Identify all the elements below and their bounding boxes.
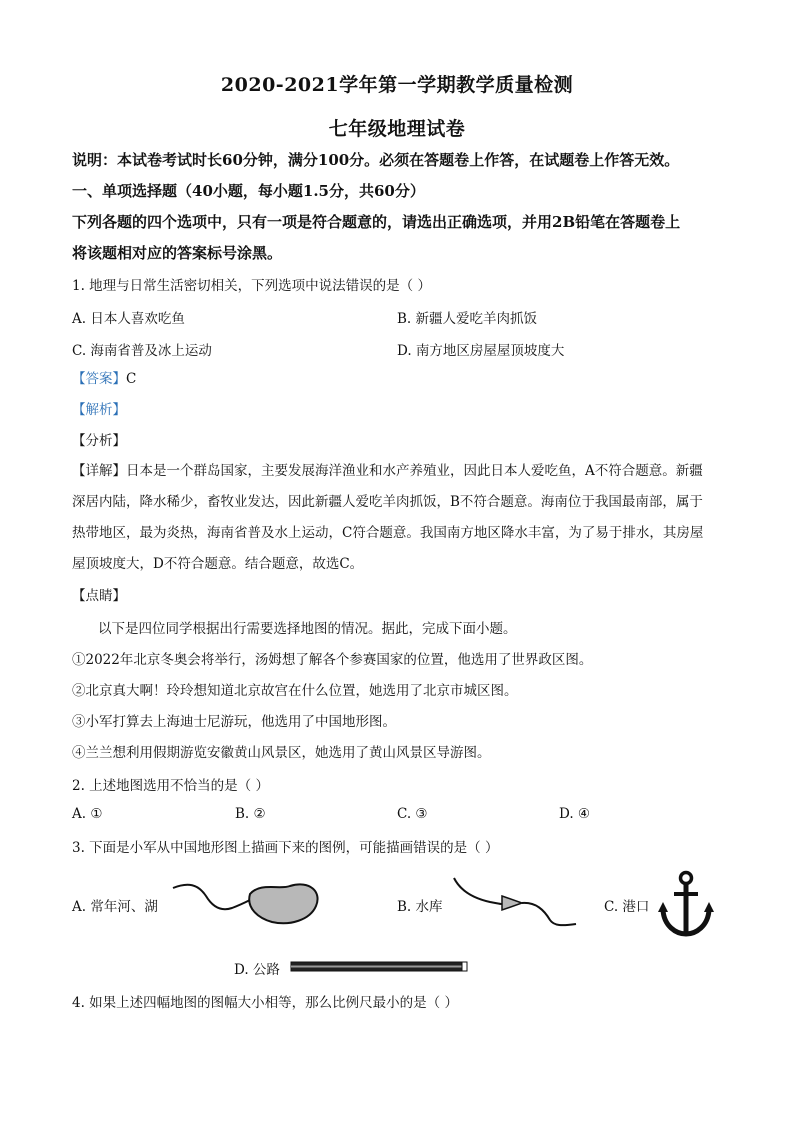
detail-line-3: 热带地区，最为炎热，海南省普及水上运动，C符合题意。我国南方地区降水丰富，为了易于排水，其房屋 — [72, 525, 704, 541]
passage-item-3: ③小军打算去上海迪士尼游玩，他选用了中国地形图。 — [72, 714, 396, 730]
q1-option-c: C. 海南省普及冰上运动 — [72, 343, 212, 359]
q1-answer-row — [72, 369, 728, 389]
directions-line-2: 将该题相对应的答案标号涂黑。 — [72, 244, 283, 262]
q1-option-d: D. 南方地区房屋屋顶坡度大 — [397, 343, 565, 359]
passage-item-4: ④兰兰想利用假期游览安徽黄山风景区，她选用了黄山风景区导游图。 — [72, 745, 491, 761]
q3-option-c: C. 港口 — [604, 899, 650, 915]
detail-line-4: 屋顶坡度大，D不符合题意。结合题意，故选C。 — [72, 556, 364, 572]
directions-line-1: 下列各题的四个选项中，只有一项是符合题意的，请选出正确选项，并用2B铅笔在答题卷上 — [72, 213, 681, 231]
exam-subtitle: 七年级地理试卷 — [328, 118, 466, 140]
tips-label: 【点睛】 — [72, 588, 126, 604]
answer-value: C — [126, 371, 137, 387]
exam-note: 说明：本试卷考试时长60分钟，满分100分。必须在答题卷上作答，在试题卷上作答无效。 — [72, 151, 680, 169]
q1-option-b: B. 新疆人爱吃羊肉抓饭 — [397, 311, 538, 327]
q2-option-c: C. ③ — [397, 806, 428, 822]
answer-label: 【答案】 — [72, 371, 126, 387]
detail-line-1: 【详解】日本是一个群岛国家，主要发展海洋渔业和水产养殖业，因此日本人爱吃鱼，A不符合题意。新疆 — [72, 463, 703, 479]
q2-option-a: A. ① — [72, 806, 103, 822]
q1-option-a: A. 日本人喜欢吃鱼 — [72, 311, 185, 327]
q2-option-d: D. ④ — [559, 806, 591, 822]
road-legend-icon — [290, 958, 470, 976]
q3-option-d: D. 公路 — [234, 962, 280, 978]
section-heading: 一、单项选择题（40小题，每小题1.5分，共60分） — [72, 182, 425, 200]
q1-stem: 1. 地理与日常生活密切相关，下列选项中说法错误的是（ ） — [72, 278, 431, 294]
exam-title: 2020-2021学年第一学期教学质量检测 — [220, 74, 574, 96]
passage-item-2: ②北京真大啊！玲玲想知道北京故宫在什么位置，她选用了北京市城区图。 — [72, 683, 518, 699]
passage-intro: 以下是四位同学根据出行需要选择地图的情况。据此，完成下面小题。 — [98, 621, 517, 637]
passage-item-1: ①2022年北京冬奥会将举行，汤姆想了解各个参赛国家的位置，他选用了世界政区图。 — [72, 652, 593, 668]
q4-stem: 4. 如果上述四幅地图的图幅大小相等，那么比例尺最小的是（ ） — [72, 995, 458, 1011]
q3-option-a: A. 常年河、湖 — [72, 899, 158, 915]
fenxi-label: 【分析】 — [72, 433, 126, 449]
reservoir-legend-icon — [450, 872, 582, 932]
q3-option-b: B. 水库 — [397, 899, 443, 915]
q2-stem: 2. 上述地图选用不恰当的是（ ） — [72, 778, 269, 794]
analysis-label: 【解析】 — [72, 402, 126, 418]
detail-line-2: 深居内陆，降水稀少，畜牧业发达，因此新疆人爱吃羊肉抓饭，B不符合题意。海南位于我国最南部，属于 — [72, 494, 703, 510]
anchor-icon — [658, 870, 714, 938]
q3-stem: 3. 下面是小军从中国地形图上描画下来的图例，可能描画错误的是（ ） — [72, 840, 499, 856]
q2-option-b: B. ② — [235, 806, 266, 822]
river-lake-legend-icon — [170, 878, 330, 934]
